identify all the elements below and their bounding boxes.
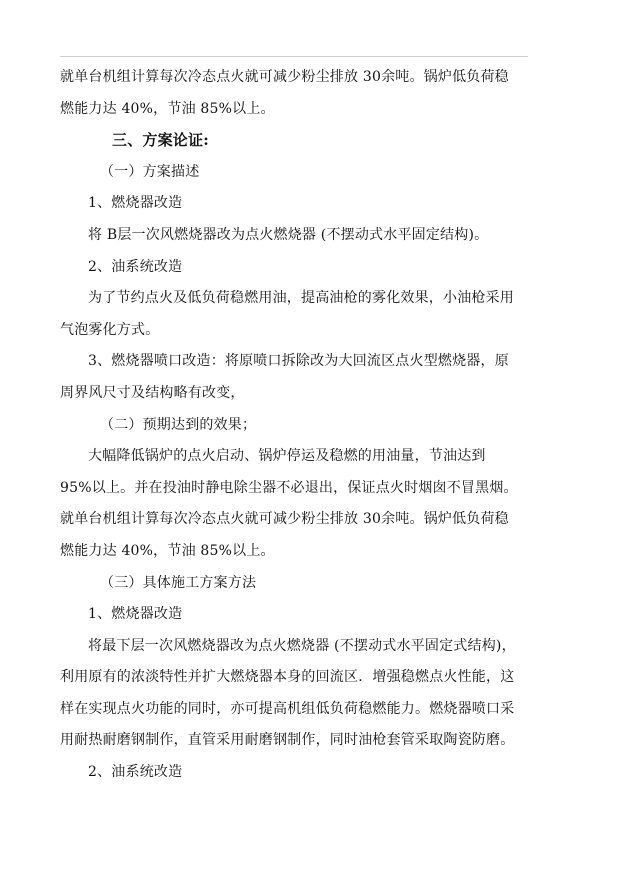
text-line: 气泡雾化方式。 bbox=[60, 321, 160, 338]
text-line: 为了节约点火及低负荷稳燃用油，提高油枪的雾化效果，小油枪采用 bbox=[88, 290, 514, 307]
text-line: 将 B层一次风燃烧器改为点火燃烧器 (不摆动式水平固定结构)。 bbox=[88, 226, 489, 243]
text-line: 样在实现点火功能的同时，亦可提高机组低负荷稳燃能力。燃烧器喷口采 bbox=[60, 700, 515, 717]
text-line: 就单台机组计算每次冷态点火就可减少粉尘排放 30余吨。锅炉低负荷稳 bbox=[60, 511, 509, 528]
text-line: 就单台机组计算每次冷态点火就可减少粉尘排放 30余吨。锅炉低负荷稳 bbox=[60, 69, 509, 85]
text-line: 利用原有的浓淡特性并扩大燃烧器本身的回流区．增强稳燃点火性能，这 bbox=[60, 669, 515, 686]
text-line: 用耐热耐磨钢制作，直管采用耐磨钢制作，同时油枪套管采取陶瓷防磨。 bbox=[60, 732, 515, 749]
text-line: （一）方案描述 bbox=[100, 163, 200, 180]
text-line: 燃能力达 40%，节油 85%以上。 bbox=[60, 100, 275, 117]
text-line: 燃能力达 40%，节油 85%以上。 bbox=[60, 542, 275, 559]
text-line: 周界风尺寸及结构略有改变， bbox=[60, 384, 245, 401]
document-page bbox=[60, 62, 538, 789]
text-line: 1、燃烧器改造 bbox=[88, 195, 183, 212]
text-line: 将最下层一次风燃烧器改为点火燃烧器 (不摆动式水平固定式结构)， bbox=[88, 637, 516, 654]
header-rule bbox=[60, 56, 528, 57]
text-line: 1、燃烧器改造 bbox=[88, 606, 183, 623]
text-line: 3、燃烧器喷口改造：将原喷口拆除改为大回流区点火型燃烧器，原 bbox=[88, 353, 509, 370]
text-line: （二）预期达到的效果； bbox=[100, 416, 257, 433]
text-line: 2、油系统改造 bbox=[88, 258, 183, 275]
text-line: （三）具体施工方案方法 bbox=[100, 574, 257, 591]
text-line: 大幅降低锅炉的点火启动、锅炉停运及稳燃的用油量，节油达到 bbox=[88, 448, 486, 465]
text-line: 2、油系统改造 bbox=[88, 764, 183, 781]
text-line: 95%以上。并在投油时静电除尘器不必退出，保证点火时烟囱不冒黑烟。 bbox=[60, 479, 518, 496]
text-line: 三、方案论证: bbox=[112, 131, 209, 150]
